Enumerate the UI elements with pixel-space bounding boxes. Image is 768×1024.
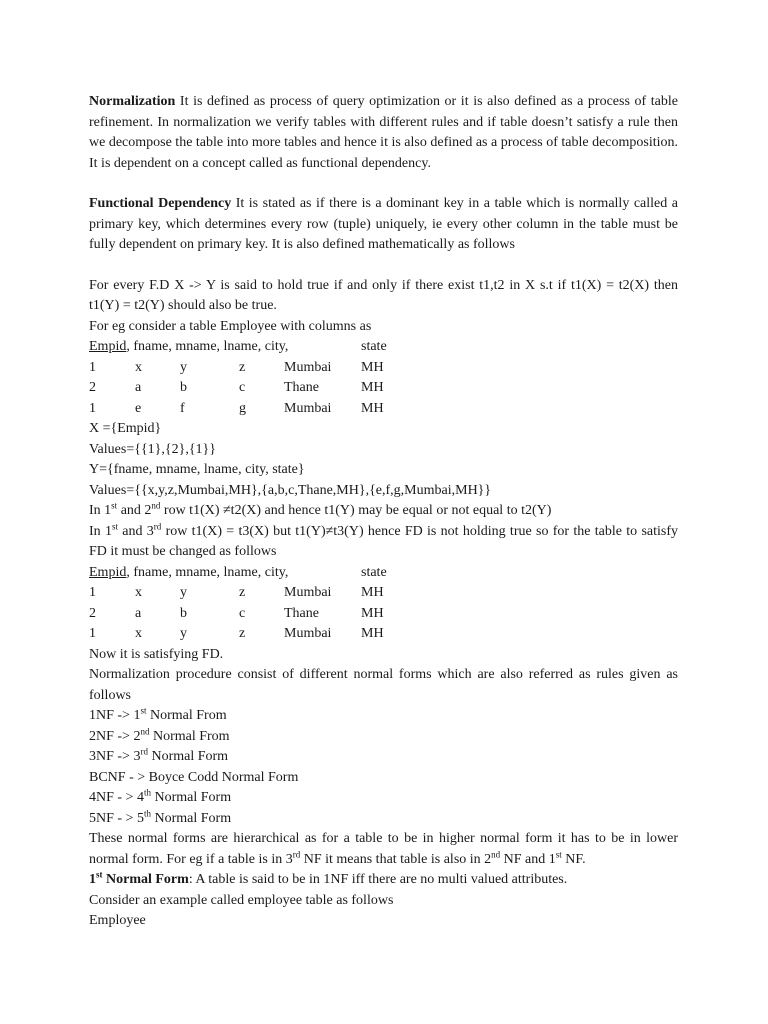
example-intro: For eg consider a table Employee with columns as: [89, 318, 372, 334]
table-cell: f: [180, 400, 185, 416]
empid-header: Empid: [89, 564, 127, 580]
table-cell: MH: [361, 605, 384, 621]
employee-label: Employee: [89, 913, 146, 928]
fd-heading: Functional Dependency: [89, 196, 232, 211]
first-nf-definition: 1st Normal Form: A table is said to be in 1NF iff there are no multi valued attributes.: [89, 869, 568, 887]
table-row: [89, 604, 678, 625]
table-cell: Mumbai: [284, 585, 332, 600]
table1-body: [89, 358, 678, 420]
table-cell: g: [239, 400, 246, 416]
normal-form-item: 5NF - > 5th Normal Form: [89, 807, 232, 826]
hierarchy-text: These normal forms are hierarchical as for a table to be in higher normal form it has to be in lower normal form. For eg if a table is in 3rd NF it means that table is also in 2nd NF and 1st NF.: [89, 831, 678, 867]
table-cell: MH: [361, 400, 384, 416]
x-values: Values={{1},{2},{1}}: [89, 441, 216, 457]
table-cell: 2: [89, 380, 96, 395]
normalization-paragraph: [89, 92, 678, 174]
row12-statement: In 1st and 2nd row t1(X) ≠t2(X) and hence t1(Y) may be equal or not equal to t2(Y): [89, 500, 552, 518]
y-values: Values={{x,y,z,Mumbai,MH},{a,b,c,Thane,MH},{e,f,g,Mumbai,MH}}: [89, 482, 492, 498]
table-cell: b: [180, 380, 187, 395]
table-cell: z: [239, 626, 246, 641]
table-cell: 2: [89, 605, 96, 621]
normal-form-item: 2NF -> 2nd Normal From: [89, 725, 230, 744]
normal-forms-list: [89, 706, 678, 829]
normal-form-item: 1NF -> 1st Normal From: [89, 705, 227, 723]
table-row: [89, 583, 678, 604]
procedure-text: Normalization procedure consist of different normal forms which are also referred as rules given as follows: [89, 667, 678, 703]
table-cell: MH: [361, 380, 384, 395]
fd-text: It is stated as if there is a dominant key in a table which is normally called a primary key, which determines every row (tuple) uniquely, ie every other column in the table must be fully dependent on primary key. It is also defined mathematically as follows: [89, 196, 678, 252]
table-cell: 1: [89, 359, 96, 375]
table-row: [89, 358, 678, 379]
table-cell: y: [180, 359, 187, 375]
table-cell: Mumbai: [284, 400, 332, 416]
table-row: [89, 399, 678, 420]
normalization-heading: Normalization: [89, 94, 176, 109]
table1-header: [89, 337, 678, 358]
table2-header: [89, 563, 678, 584]
table-row: [89, 378, 678, 399]
normalization-text: It is defined as process of query optimization or it is also defined as a process of table refinement. In normalization we verify tables with different rules and if table doesn’t satisfy a rule then we decompose the table into more tables and hence it is also defined as a process of table decomposition. It is dependent on a concept called as functional dependency.: [89, 94, 678, 171]
table-cell: e: [135, 400, 142, 416]
table-cell: a: [135, 605, 142, 621]
normal-form-item: 3NF -> 3rd Normal Form: [89, 746, 229, 764]
table2-body: [89, 583, 678, 645]
table-cell: c: [239, 380, 246, 395]
table-cell: Thane: [284, 605, 319, 621]
table-cell: MH: [361, 626, 384, 641]
x-definition: X ={Empid}: [89, 421, 162, 436]
state-header: state: [361, 564, 387, 580]
table-cell: Mumbai: [284, 626, 332, 641]
satisfying-text: Now it is satisfying FD.: [89, 646, 224, 662]
fd-paragraph: [89, 194, 678, 256]
table-cell: y: [180, 585, 187, 600]
table-cell: MH: [361, 585, 384, 600]
normal-form-item: 4NF - > 4th Normal Form: [89, 787, 232, 805]
table-cell: a: [135, 380, 142, 395]
table-cell: x: [135, 626, 142, 641]
row13-statement: In 1st and 3rd row t1(X) = t3(X) but t1(Y)≠t3(Y) hence FD is not holding true so for the table to satisfy FD it must be changed as follows: [89, 520, 679, 559]
state-header: state: [361, 339, 387, 354]
table-cell: 1: [89, 585, 96, 600]
table-cell: c: [239, 605, 246, 621]
table-cell: b: [180, 605, 187, 621]
table-cell: 1: [89, 400, 96, 416]
table-cell: y: [180, 626, 187, 641]
columns-header: , fname, mname, lname, city,: [126, 564, 289, 580]
document-body: [89, 92, 678, 932]
table-cell: z: [239, 359, 246, 375]
columns-header: , fname, mname, lname, city,: [126, 339, 289, 354]
empid-header: Empid: [89, 339, 127, 354]
table-cell: 1: [89, 626, 96, 641]
fd-definition: For every F.D X -> Y is said to hold true if and only if there exist t1,t2 in X s.t if t1(X) = t2(X) then t1(Y) = t2(Y) should also be true.: [89, 277, 678, 313]
table-cell: x: [135, 585, 142, 600]
table-cell: MH: [361, 359, 384, 375]
table-cell: z: [239, 585, 246, 600]
table-cell: Thane: [284, 380, 319, 395]
table-cell: Mumbai: [284, 359, 332, 375]
y-definition: Y={fname, mname, lname, city, state}: [89, 462, 305, 477]
table-cell: x: [135, 359, 142, 375]
table-row: [89, 624, 678, 645]
consider-text: Consider an example called employee table as follows: [89, 892, 394, 908]
normal-form-item: BCNF - > Boyce Codd Normal Form: [89, 769, 299, 785]
first-nf-heading: 1st Normal Form: [89, 869, 189, 887]
